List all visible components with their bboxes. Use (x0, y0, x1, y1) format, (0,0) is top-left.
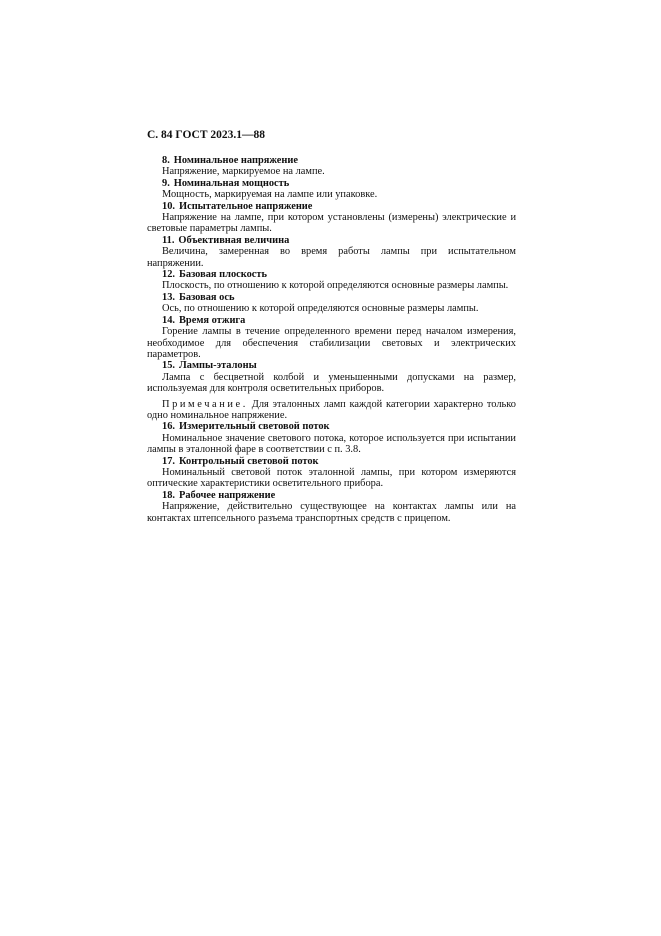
term-name: Номинальное напряжение (173, 155, 298, 166)
term-number: 10. (162, 200, 175, 212)
term-number: 13. (162, 291, 175, 303)
page-header: С. 84 ГОСТ 2023.1—88 (147, 129, 266, 141)
term-title (147, 315, 516, 326)
term-number: 12. (162, 269, 175, 281)
term-title (147, 292, 516, 303)
term-number: 17. (162, 455, 175, 467)
note-paragraph (147, 399, 516, 422)
term-title (147, 421, 516, 432)
term-name: Рабочее напряжение (179, 489, 276, 501)
note-label: Примечание. (162, 398, 248, 410)
term-name: Объективная величина (178, 234, 290, 246)
term-number: 16. (162, 421, 175, 433)
term-title (147, 178, 516, 189)
term-name: Контрольный световой поток (179, 455, 319, 467)
term-definition: Номинальное значение светового потока, которое используется при испытании лампы в эталонной фаре в соответствии с п. 3.8. (147, 432, 516, 456)
terms-list (147, 155, 516, 524)
term-definition: Ось, по отношению к которой определяются основные размеры лампы. (162, 303, 479, 315)
term-number: 18. (162, 489, 175, 501)
term-definition: Горение лампы в течение определенного времени перед началом измерения, необходимое для обеспечения стабилизации световых и электрических параметров. (147, 326, 516, 360)
term-definition: Напряжение, маркируемое на лампе. (162, 166, 325, 178)
term-title (147, 456, 516, 467)
term-name: Испытательное напряжение (179, 200, 313, 212)
term-title (147, 490, 516, 501)
term-definition: Напряжение, действительно существующее на контактах лампы или на контактах штепсельного разъема транспортных средств с прицепом. (147, 501, 516, 524)
term-number: 8. (162, 155, 170, 166)
term-number: 11. (162, 234, 175, 246)
term-number: 14. (162, 314, 175, 326)
term-definition: Номинальный световой поток эталонной лампы, при котором измеряются оптические характеристики осветительного прибора. (147, 466, 516, 490)
term-definition: Величина, замеренная во время работы лампы при испытательном напряжении. (147, 246, 516, 269)
term-name: Номинальная мощность (173, 177, 290, 189)
term-definition: Плоскость, по отношению к которой определяются основные размеры лампы. (162, 280, 509, 292)
term-name: Базовая плоскость (179, 269, 268, 281)
term-number: 15. (162, 360, 175, 372)
term-title (147, 155, 516, 166)
note-text: Для эталонных ламп каждой категории характерно только одно номинальное напряжение. (147, 398, 516, 421)
term-title (147, 235, 516, 246)
term-definition: Напряжение на лампе, при котором установлены (измерены) электрические и световые параметры лампы. (147, 212, 516, 235)
term-title (147, 360, 516, 371)
term-name: Лампы-эталоны (179, 360, 257, 372)
term-name: Базовая ось (179, 291, 235, 303)
term-definition: Мощность, маркируемая на лампе или упаковке. (162, 189, 378, 201)
document-page (147, 128, 516, 524)
term-name: Измерительный световой поток (179, 421, 330, 433)
term-title (147, 269, 516, 280)
term-definition: Лампа с бесцветной колбой и уменьшенными допусками на размер, используемая для контроля осветительных приборов. (147, 371, 516, 395)
term-number: 9. (162, 177, 170, 189)
term-name: Время отжига (179, 314, 246, 326)
term-title (147, 201, 516, 212)
